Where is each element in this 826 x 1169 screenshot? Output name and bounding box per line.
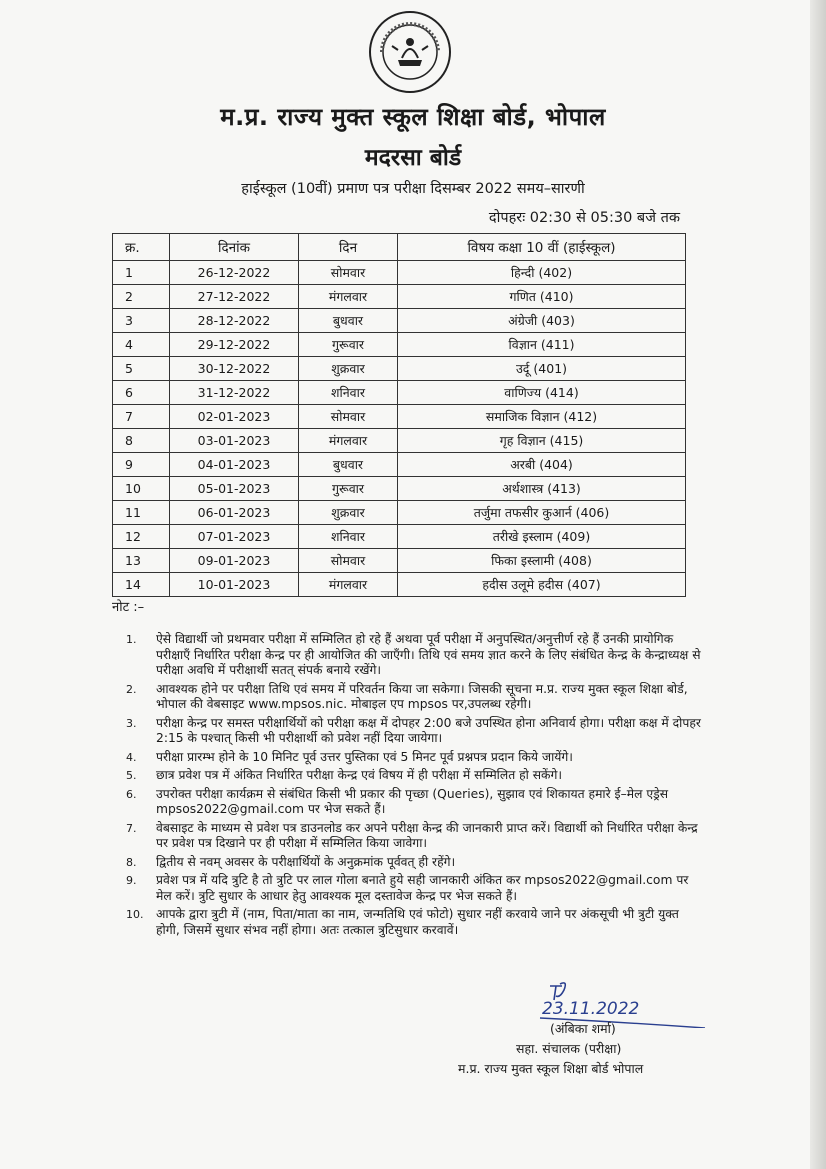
cell-subject: गणित (410)	[398, 285, 686, 309]
note-item	[126, 907, 706, 938]
signature-date: 23.11.2022	[542, 999, 640, 1019]
note-number: 3.	[126, 716, 137, 730]
cell-serial: 6	[113, 381, 170, 405]
note-text: द्वितीय से नवम् अवसर के परीक्षार्थियों के अनुक्रमांक पूर्ववत् ही रहेंगे।	[156, 854, 456, 869]
cell-subject: अर्थशास्त्र (413)	[398, 477, 686, 501]
cell-subject: तर्जुमा तफसीर कुआर्न (406)	[398, 501, 686, 525]
cell-day: गुरूवार	[299, 333, 398, 357]
cell-serial: 10	[113, 477, 170, 501]
signatory-name: (अंबिका शर्मा)	[550, 1021, 616, 1036]
note-item	[126, 855, 706, 871]
exam-title: हाईस्कूल (10वीं) प्रमाण पत्र परीक्षा दिसम्बर 2022 समय–सारणी	[241, 181, 585, 197]
cell-date: 05-01-2023	[170, 477, 299, 501]
cell-subject: उर्दू (401)	[398, 357, 686, 381]
cell-day: गुरूवार	[299, 477, 398, 501]
note-item	[126, 632, 706, 679]
cell-serial: 9	[113, 453, 170, 477]
cell-subject: वाणिज्य (414)	[398, 381, 686, 405]
col-header-day: दिन	[299, 234, 398, 261]
cell-serial: 8	[113, 429, 170, 453]
signatory-organization: म.प्र. राज्य मुक्त स्कूल शिक्षा बोर्ड भोपाल	[458, 1061, 644, 1076]
note-item	[126, 821, 706, 852]
exam-schedule-table	[112, 233, 686, 597]
note-item	[126, 682, 706, 713]
cell-day: सोमवार	[299, 405, 398, 429]
cell-day: सोमवार	[299, 261, 398, 285]
note-text: परीक्षा केन्द्र पर समस्त परीक्षार्थियों को परीक्षा कक्ष में दोपहर 2:00 बजे उपस्थित होना अनिवार्य होगा। परीक्षा कक्ष में दोपहर 2:15 के पश्चात् किसी भी परीक्षार्थी को प्रवेश नहीं दिया जायेगा।	[156, 715, 701, 745]
table-body	[113, 261, 686, 597]
cell-serial: 14	[113, 573, 170, 597]
board-subtitle: मदरसा बोर्ड	[364, 145, 462, 171]
cell-subject: हिन्दी (402)	[398, 261, 686, 285]
note-text: ऐसे विद्यार्थी जो प्रथमवार परीक्षा में सम्मिलित हो रहे हैं अथवा पूर्व परीक्षा में अनुपस्थित/अनुत्तीर्ण रहे हैं उनकी प्रायोगिक परीक्षाएँ निर्धारित परीक्षा केन्द्र पर ही आयोजित की जाएँगी। तिथि एवं समय ज्ञात करने के लिए संबंधित केन्द्र के केन्द्राध्यक्ष से परीक्षा अवधि में परीक्षार्थी सतत् संपर्क बनाये रखेंगे।	[156, 632, 701, 677]
cell-subject: हदीस उलूमे हदीस (407)	[398, 573, 686, 597]
col-header-subject: विषय कक्षा 10 वीं (हाईस्कूल)	[398, 234, 686, 261]
cell-date: 07-01-2023	[170, 525, 299, 549]
note-text: प्रवेश पत्र में यदि त्रुटि है तो त्रुटि पर लाल गोला बनाते हुये सही जानकारी अंकित कर mpsos2022@gmail.com पर मेल करें। त्रुटि सुधार के आधार हेतु आवश्यक मूल दस्तावेज केन्द्र पर भेज सकते हैं।	[156, 873, 689, 903]
note-number: 5.	[126, 769, 137, 782]
cell-date: 26-12-2022	[170, 261, 299, 285]
cell-serial: 2	[113, 285, 170, 309]
cell-date: 09-01-2023	[170, 549, 299, 573]
cell-subject: समाजिक विज्ञान (412)	[398, 405, 686, 429]
cell-date: 04-01-2023	[170, 453, 299, 477]
cell-day: शनिवार	[299, 381, 398, 405]
cell-day: सोमवार	[299, 549, 398, 573]
table-row	[113, 333, 686, 357]
table-header-row	[113, 234, 686, 261]
cell-serial: 7	[113, 405, 170, 429]
board-title: म.प्र. राज्य मुक्त स्कूल शिक्षा बोर्ड, भोपाल	[220, 103, 606, 131]
cell-day: शुक्रवार	[299, 501, 398, 525]
cell-serial: 5	[113, 357, 170, 381]
table-row	[113, 261, 686, 285]
cell-day: बुधवार	[299, 309, 398, 333]
cell-day: मंगलवार	[299, 573, 398, 597]
cell-subject: गृह विज्ञान (415)	[398, 429, 686, 453]
cell-day: शुक्रवार	[299, 357, 398, 381]
note-number: 9.	[126, 874, 137, 887]
note-text: वेबसाइट के माध्यम से प्रवेश पत्र डाउनलोड कर अपने परीक्षा केन्द्र की जानकारी प्राप्त करें। विद्यार्थी को निर्धारित परीक्षा केन्द्र पर प्रवेश पत्र दिखाने पर ही परीक्षा में सम्मिलित किया जावेगा।	[156, 820, 698, 850]
note-item	[126, 750, 706, 766]
cell-serial: 13	[113, 549, 170, 573]
cell-subject: अंग्रेजी (403)	[398, 309, 686, 333]
note-text: परीक्षा प्रारम्भ होने के 10 मिनिट पूर्व उत्तर पुस्तिका एवं 5 मिनट पूर्व प्रश्नपत्र प्रदान किये जायेंगे।	[156, 749, 573, 764]
cell-date: 02-01-2023	[170, 405, 299, 429]
cell-date: 29-12-2022	[170, 333, 299, 357]
note-number: 7.	[126, 821, 137, 835]
cell-date: 31-12-2022	[170, 381, 299, 405]
note-item	[126, 787, 706, 818]
table-row	[113, 357, 686, 381]
note-text: उपरोक्त परीक्षा कार्यक्रम से संबंधित किसी भी प्रकार की पृच्छा (Queries), सुझाव एवं शिकायत हमारे ई–मेल एड्रेस mpsos2022@gmail.com पर भेज सकते हैं।	[156, 786, 669, 816]
note-item	[126, 873, 706, 904]
table-row	[113, 285, 686, 309]
note-number: 8.	[126, 855, 137, 869]
note-number: 4.	[126, 750, 137, 764]
cell-date: 30-12-2022	[170, 357, 299, 381]
note-text: छात्र प्रवेश पत्र में अंकित निर्धारित परीक्षा केन्द्र एवं विषय में ही परीक्षा में सम्मिलित हो सकेंगे।	[156, 768, 563, 782]
cell-date: 27-12-2022	[170, 285, 299, 309]
col-header-date: दिनांक	[170, 234, 299, 261]
table-row	[113, 573, 686, 597]
note-number: 2.	[126, 682, 137, 696]
table-row	[113, 525, 686, 549]
cell-day: शनिवार	[299, 525, 398, 549]
table-row	[113, 309, 686, 333]
cell-serial: 3	[113, 309, 170, 333]
table-row	[113, 453, 686, 477]
cell-serial: 11	[113, 501, 170, 525]
note-text: आवश्यक होने पर परीक्षा तिथि एवं समय में परिवर्तन किया जा सकेगा। जिसकी सूचना म.प्र. राज्य मुक्त स्कूल शिक्षा बोर्ड, भोपाल की वेबसाइट www.mpsos.nic. मोबाइल एप mpsos पर,उपलब्ध रहेगी।	[156, 681, 688, 711]
page-edge-shadow	[810, 0, 826, 1169]
notes-heading: नोट :–	[112, 600, 145, 615]
cell-date: 28-12-2022	[170, 309, 299, 333]
note-number: 10.	[126, 908, 144, 921]
cell-subject: फिका इस्लामी (408)	[398, 549, 686, 573]
table-row	[113, 549, 686, 573]
table-row	[113, 501, 686, 525]
cell-date: 03-01-2023	[170, 429, 299, 453]
note-number: 6.	[126, 787, 137, 801]
table-row	[113, 477, 686, 501]
cell-serial: 4	[113, 333, 170, 357]
board-seal-logo	[368, 10, 452, 94]
cell-serial: 1	[113, 261, 170, 285]
note-text: आपके द्वारा त्रुटी में (नाम, पिता/माता का नाम, जन्मतिथि एवं फोटो) सुधार नहीं करवाये जाने पर अंकसूची भी त्रुटी युक्त होगी, जिसमें सुधार संभव नहीं होगा। अतः तत्काल त्रुटिसुधार करवावें।	[156, 907, 679, 937]
table-row	[113, 429, 686, 453]
note-item	[126, 716, 706, 747]
cell-date: 06-01-2023	[170, 501, 299, 525]
cell-date: 10-01-2023	[170, 573, 299, 597]
cell-serial: 12	[113, 525, 170, 549]
cell-day: बुधवार	[299, 453, 398, 477]
signatory-title: सहा. संचालक (परीक्षा)	[516, 1041, 622, 1056]
table-row	[113, 381, 686, 405]
cell-subject: विज्ञान (411)	[398, 333, 686, 357]
cell-day: मंगलवार	[299, 429, 398, 453]
exam-time: दोपहरः 02:30 से 05:30 बजे तक	[488, 210, 680, 226]
cell-day: मंगलवार	[299, 285, 398, 309]
note-number: 1.	[126, 633, 137, 646]
notes-list	[126, 632, 706, 941]
cell-subject: अरबी (404)	[398, 453, 686, 477]
table-row	[113, 405, 686, 429]
note-item	[126, 768, 706, 784]
cell-subject: तरीखे इस्लाम (409)	[398, 525, 686, 549]
col-header-serial: क्र.	[113, 234, 170, 261]
